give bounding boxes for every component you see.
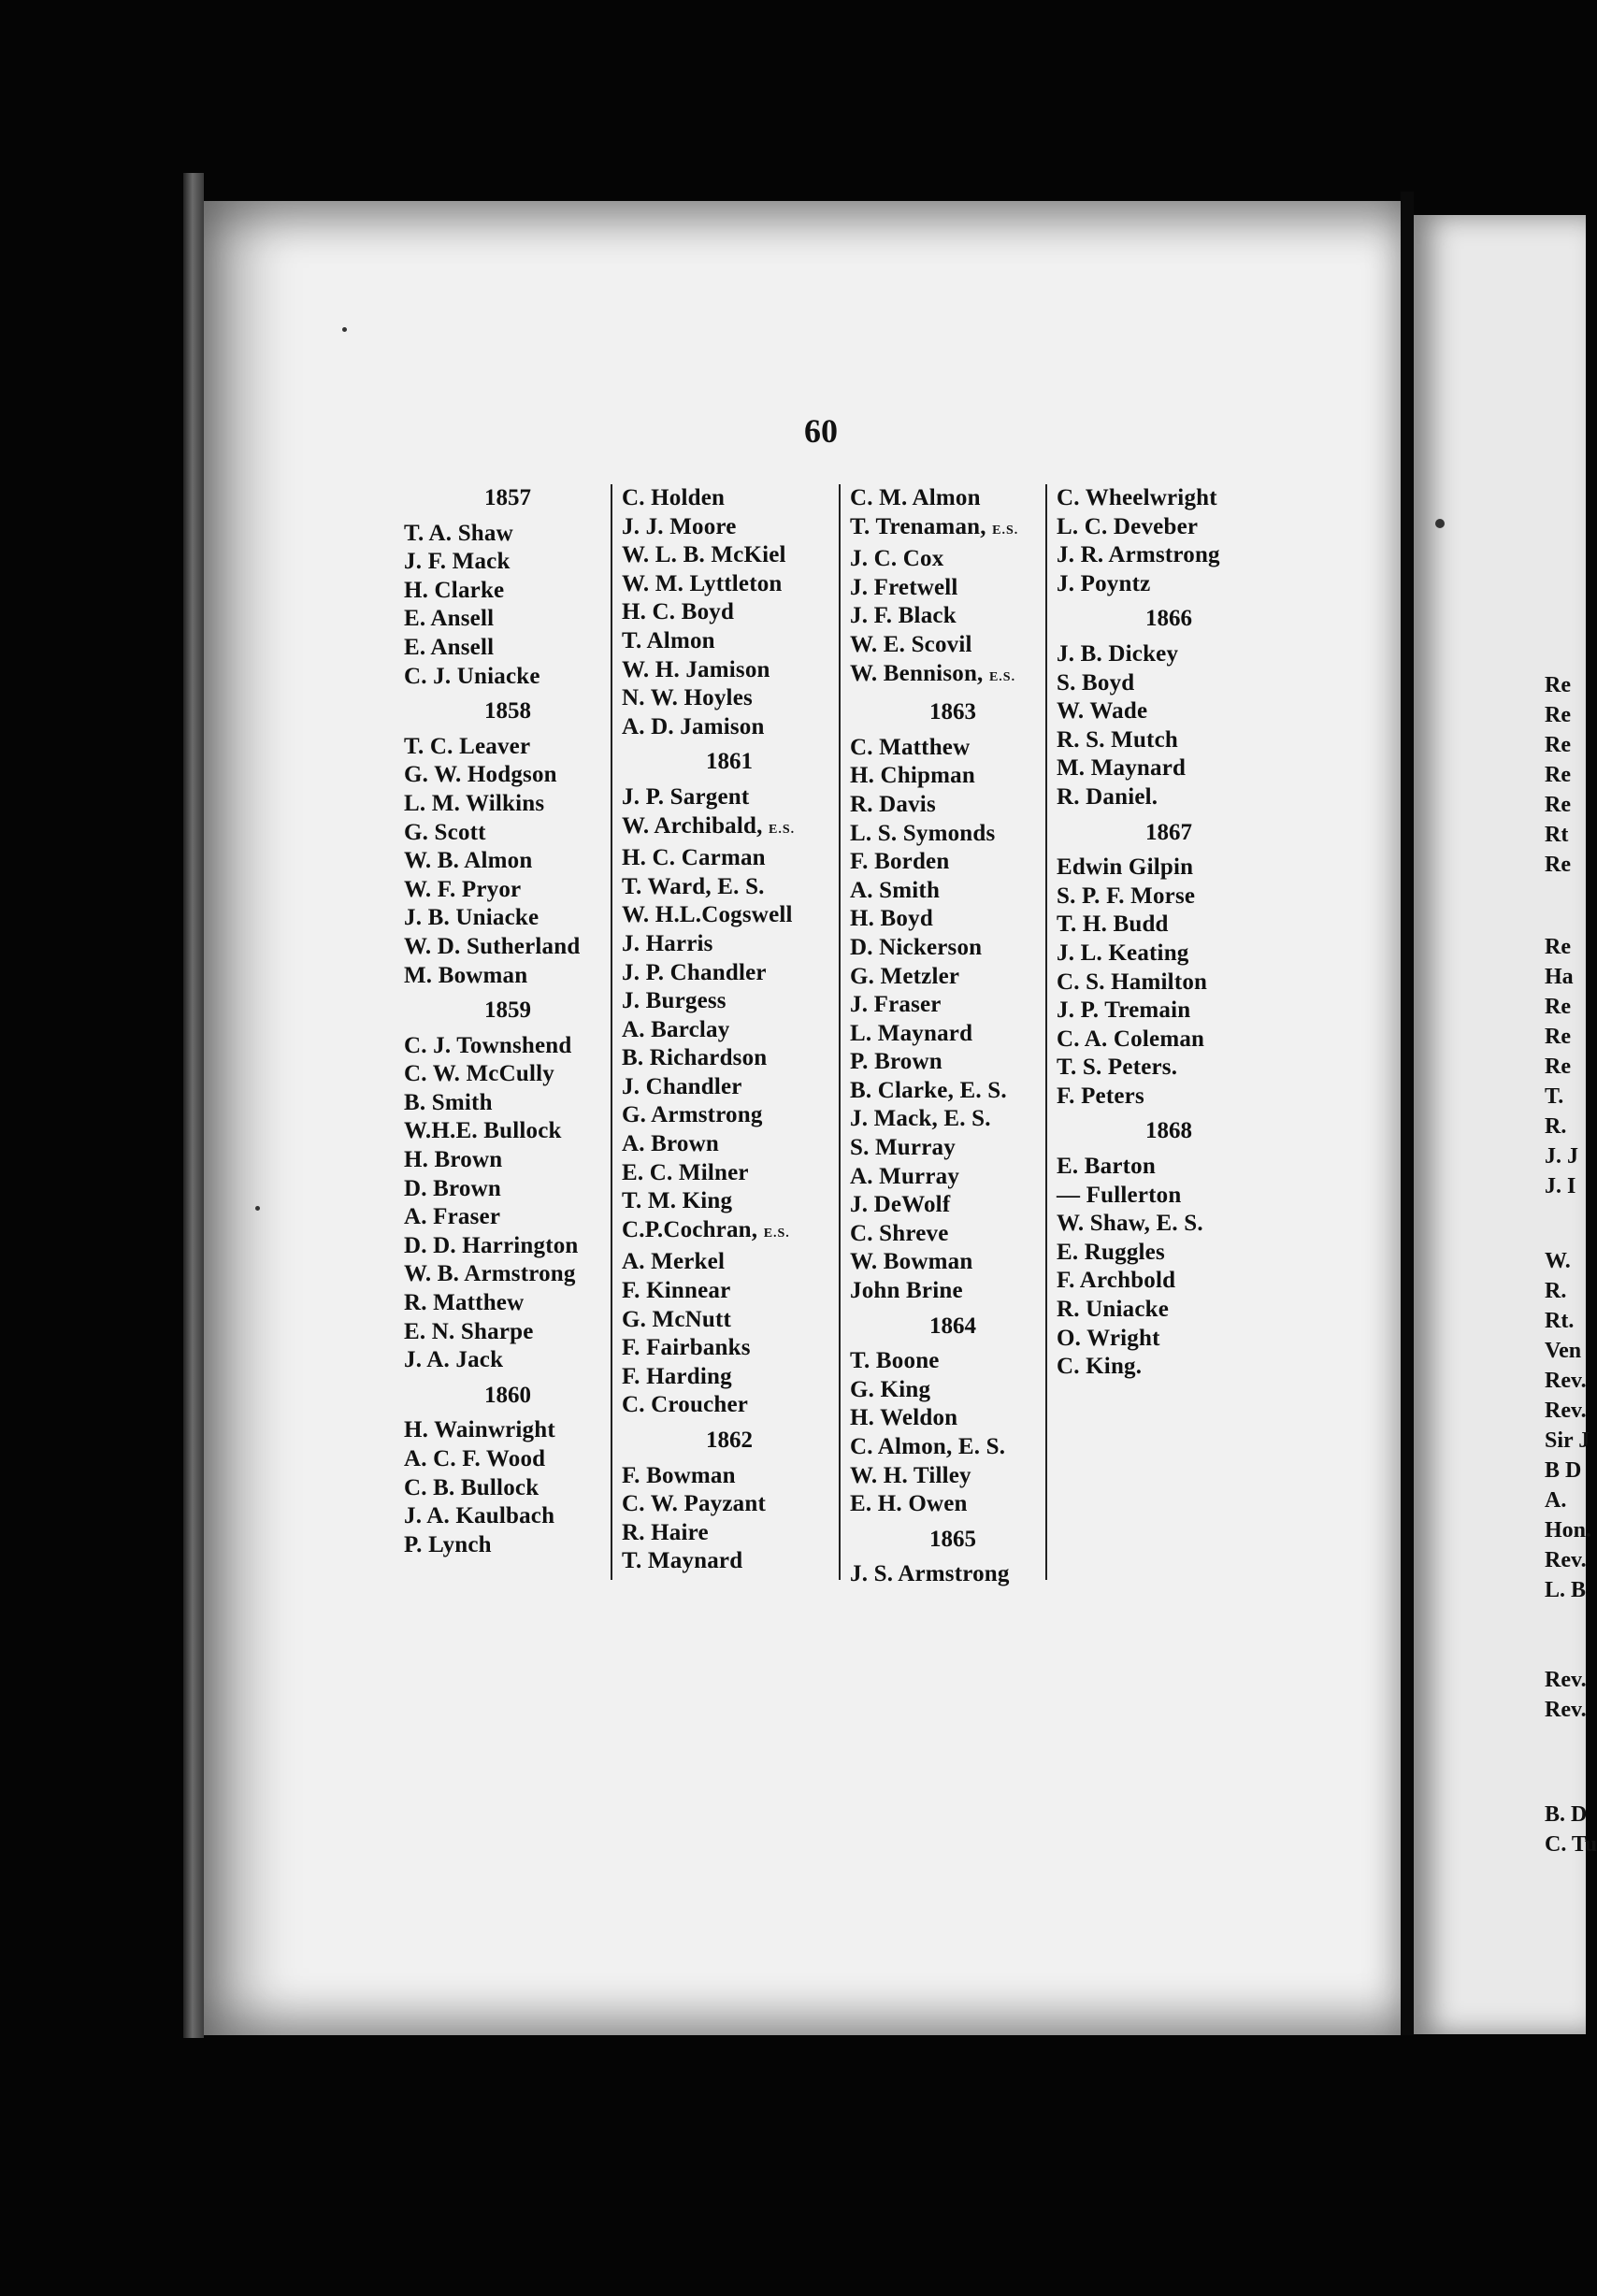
name-entry: W.H.E. Bullock bbox=[404, 1118, 562, 1144]
name-entry: J. Chandler bbox=[622, 1073, 742, 1099]
adjacent-page-fragment: B. D bbox=[1545, 1802, 1588, 1827]
name-entry: E. Barton bbox=[1057, 1154, 1156, 1180]
name-column-1 bbox=[404, 484, 611, 1559]
adjacent-page-fragment: Rev. bbox=[1545, 1548, 1587, 1572]
name-entry: J. S. Armstrong bbox=[850, 1561, 1010, 1587]
year-heading: 1859 bbox=[484, 997, 531, 1024]
name-entry: M. Maynard bbox=[1057, 755, 1187, 782]
name-entry: W. B. Almon bbox=[404, 848, 533, 874]
name-entry: S. Murray bbox=[850, 1135, 956, 1161]
name-entry: G. McNutt bbox=[622, 1306, 732, 1332]
adjacent-page-fragment: Rev. bbox=[1545, 1668, 1587, 1692]
year-heading: 1861 bbox=[706, 749, 753, 775]
year-heading: 1858 bbox=[484, 698, 531, 725]
ink-speck bbox=[342, 327, 347, 332]
name-entry: J. Mack, E. S. bbox=[850, 1106, 991, 1132]
name-entry: J. L. Keating bbox=[1057, 940, 1189, 966]
name-entry: J. A. Jack bbox=[404, 1347, 504, 1373]
name-entry: L. S. Symonds bbox=[850, 820, 996, 846]
name-entry: J. B. Dickey bbox=[1057, 640, 1179, 667]
page-gutter bbox=[1401, 192, 1414, 2035]
adjacent-page-fragment: A. bbox=[1545, 1488, 1567, 1513]
name-entry: D. Nickerson bbox=[850, 934, 983, 960]
adjacent-page-fragment: Ven bbox=[1545, 1339, 1582, 1363]
name-entry: C. Croucher bbox=[622, 1392, 749, 1418]
name-entry: J. Fraser bbox=[850, 992, 942, 1018]
name-entry: H. Clarke bbox=[404, 577, 505, 603]
name-entry: C. B. Bullock bbox=[404, 1474, 540, 1500]
name-entry: H. Weldon bbox=[850, 1405, 958, 1431]
name-entry: N. W. Hoyles bbox=[622, 685, 753, 711]
name-entry: A. Barclay bbox=[622, 1016, 730, 1042]
name-entry: S. Boyd bbox=[1057, 669, 1135, 696]
year-heading: 1864 bbox=[929, 1313, 976, 1339]
name-entry: L. M. Wilkins bbox=[404, 790, 545, 816]
year-heading: 1868 bbox=[1145, 1118, 1192, 1144]
adjacent-page-fragment: Rev. bbox=[1545, 1698, 1587, 1722]
name-entry: H. Chipman bbox=[850, 763, 975, 789]
adjacent-page-fragment: T. bbox=[1545, 1084, 1564, 1109]
name-entry: D. Brown bbox=[404, 1175, 501, 1201]
name-entry: J. DeWolf bbox=[850, 1192, 951, 1218]
name-entry: A. Merkel bbox=[622, 1249, 726, 1275]
name-entry: J. P. Sargent bbox=[622, 783, 750, 810]
name-entry: E. H. Owen bbox=[850, 1491, 968, 1517]
adjacent-page-fragment: Sir J bbox=[1545, 1428, 1590, 1453]
name-column-4 bbox=[1045, 484, 1281, 1580]
name-entry: R. Davis bbox=[850, 791, 936, 817]
name-entry: — Fullerton bbox=[1057, 1182, 1182, 1208]
name-entry: W. Shaw, E. S. bbox=[1057, 1211, 1203, 1237]
name-column-3 bbox=[839, 484, 1056, 1587]
name-entry: T. Almon bbox=[622, 627, 715, 653]
name-entry: C. Matthew bbox=[850, 734, 971, 760]
name-entry: C. King. bbox=[1057, 1354, 1143, 1380]
name-entry: C. S. Hamilton bbox=[1057, 969, 1208, 995]
name-entry: R. Matthew bbox=[404, 1290, 525, 1316]
name-entry: W. H. Jamison bbox=[622, 656, 770, 682]
year-heading: 1860 bbox=[484, 1382, 531, 1408]
name-entry: P. Lynch bbox=[404, 1531, 492, 1557]
name-entry: C. J. Townshend bbox=[404, 1032, 572, 1058]
year-heading: 1863 bbox=[929, 699, 976, 725]
adjacent-page-fragment: Re bbox=[1545, 673, 1571, 697]
ink-speck bbox=[255, 1206, 260, 1211]
name-entry: A. Fraser bbox=[404, 1204, 501, 1230]
name-entry: H. Boyd bbox=[850, 906, 933, 932]
adjacent-page-fragment: Re bbox=[1545, 793, 1571, 817]
name-entry: J. J. Moore bbox=[622, 513, 737, 539]
name-entry: J. F. Black bbox=[850, 603, 957, 629]
name-entry: C.P.Cochran, E.S. bbox=[622, 1216, 790, 1242]
name-entry: B. Richardson bbox=[622, 1045, 768, 1071]
name-entry: J. P. Chandler bbox=[622, 959, 767, 985]
name-entry: H. Wainwright bbox=[404, 1417, 555, 1443]
name-entry: F. Harding bbox=[622, 1363, 732, 1389]
name-entry: B. Smith bbox=[404, 1089, 493, 1115]
name-entry: J. F. Mack bbox=[404, 549, 511, 575]
name-entry: J. Harris bbox=[622, 930, 713, 956]
name-entry: J. Poyntz bbox=[1057, 570, 1151, 596]
name-entry: B. Clarke, E. S. bbox=[850, 1077, 1007, 1103]
name-entry: W. Bowman bbox=[850, 1249, 973, 1275]
adjacent-page-fragment: L. B bbox=[1545, 1578, 1587, 1602]
name-entry: G. Armstrong bbox=[622, 1102, 763, 1128]
name-entry: W. M. Lyttleton bbox=[622, 570, 783, 596]
year-heading: 1862 bbox=[706, 1428, 753, 1453]
adjacent-page-fragment: Re bbox=[1545, 733, 1571, 757]
name-entry: G. W. Hodgson bbox=[404, 762, 557, 788]
year-heading: 1867 bbox=[1145, 819, 1192, 845]
name-entry: S. P. F. Morse bbox=[1057, 883, 1196, 909]
name-entry: C. M. Almon bbox=[850, 485, 981, 510]
name-entry: John Brine bbox=[850, 1278, 963, 1304]
name-entry: R. Daniel. bbox=[1057, 783, 1158, 810]
name-entry: T. Trenaman, E.S. bbox=[850, 513, 1019, 539]
adjacent-page-fragment: Re bbox=[1545, 853, 1571, 877]
name-entry: R. Haire bbox=[622, 1519, 709, 1545]
name-entry: L. C. Deveber bbox=[1057, 513, 1199, 539]
name-entry: T. M. King bbox=[622, 1188, 733, 1214]
name-entry: J. R. Armstrong bbox=[1057, 542, 1220, 568]
name-entry: C. Shreve bbox=[850, 1220, 949, 1246]
name-entry: H. C. Carman bbox=[622, 845, 766, 871]
name-entry: C. Wheelwright bbox=[1057, 485, 1217, 510]
name-entry: G. King bbox=[850, 1376, 931, 1402]
name-entry: J. Fretwell bbox=[850, 574, 958, 600]
name-entry: W. D. Sutherland bbox=[404, 933, 581, 959]
name-entry: A. D. Jamison bbox=[622, 713, 765, 739]
year-heading: 1857 bbox=[484, 485, 531, 510]
adjacent-page-fragment: Re bbox=[1545, 1055, 1571, 1079]
page-number: 60 bbox=[804, 412, 838, 450]
adjacent-page-fragment: C. Tu bbox=[1545, 1832, 1597, 1857]
adjacent-page-fragment: Rt bbox=[1545, 823, 1569, 847]
name-entry: J. A. Kaulbach bbox=[404, 1503, 555, 1529]
name-entry: Edwin Gilpin bbox=[1057, 854, 1194, 881]
name-entry: E. Ansell bbox=[404, 634, 495, 660]
name-entry: T. Ward, E. S. bbox=[622, 873, 765, 899]
name-entry: L. Maynard bbox=[850, 1020, 973, 1046]
name-entry: F. Archbold bbox=[1057, 1268, 1176, 1294]
name-entry: F. Bowman bbox=[622, 1462, 736, 1488]
adjacent-page-fragment: Rev. bbox=[1545, 1369, 1587, 1393]
name-entry: A. C. F. Wood bbox=[404, 1446, 546, 1471]
year-heading: 1866 bbox=[1145, 606, 1192, 632]
adjacent-page-fragment: Rev. bbox=[1545, 1399, 1587, 1423]
name-entry: C. W. Payzant bbox=[622, 1491, 767, 1517]
name-entry: G. Metzler bbox=[850, 963, 960, 989]
name-entry: C. Almon, E. S. bbox=[850, 1434, 1006, 1459]
name-entry: C. A. Coleman bbox=[1057, 1026, 1205, 1052]
adjacent-page-fragment: B D bbox=[1545, 1458, 1582, 1483]
adjacent-page-fragment: J. I bbox=[1545, 1174, 1576, 1198]
name-entry: T. C. Leaver bbox=[404, 733, 531, 759]
name-entry: F. Borden bbox=[850, 849, 950, 875]
adjacent-page-fragment: Ha bbox=[1545, 965, 1574, 989]
name-entry: T. S. Peters. bbox=[1057, 1055, 1178, 1081]
ink-speck bbox=[1435, 519, 1445, 528]
name-entry: D. D. Harrington bbox=[404, 1232, 579, 1258]
name-entry: A. Murray bbox=[850, 1163, 960, 1189]
adjacent-page-fragment: Hon. bbox=[1545, 1518, 1592, 1543]
name-entry: E. Ansell bbox=[404, 606, 495, 632]
name-entry: H. Brown bbox=[404, 1147, 503, 1173]
name-entry: R. S. Mutch bbox=[1057, 726, 1178, 753]
name-entry: W. H.L.Cogswell bbox=[622, 902, 793, 928]
name-entry: G. Scott bbox=[404, 819, 486, 845]
name-entry: F. Kinnear bbox=[622, 1278, 731, 1304]
name-entry: P. Brown bbox=[850, 1049, 942, 1075]
name-entry: J. C. Cox bbox=[850, 546, 944, 572]
adjacent-page-fragment: Re bbox=[1545, 935, 1571, 959]
name-entry: W. Bennison, E.S. bbox=[850, 660, 1016, 686]
name-entry: W. Archibald, E.S. bbox=[622, 812, 796, 839]
adjacent-page-fragment: W. bbox=[1545, 1249, 1571, 1273]
name-entry: M. Bowman bbox=[404, 962, 528, 988]
name-entry: W. H. Tilley bbox=[850, 1462, 971, 1488]
name-entry: J. Burgess bbox=[622, 988, 727, 1014]
name-entry: T. H. Budd bbox=[1057, 911, 1169, 938]
name-entry: R. Uniacke bbox=[1057, 1297, 1170, 1323]
name-entry: T. A. Shaw bbox=[404, 520, 513, 546]
name-entry: W. Wade bbox=[1057, 698, 1148, 725]
name-entry: E. N. Sharpe bbox=[404, 1318, 534, 1344]
name-column-2 bbox=[611, 484, 837, 1580]
name-entry: W. B. Armstrong bbox=[404, 1261, 576, 1287]
book-spine bbox=[183, 173, 204, 2038]
adjacent-page-fragment: J. J bbox=[1545, 1144, 1578, 1169]
name-entry: J. B. Uniacke bbox=[404, 905, 540, 931]
name-entry: E. Ruggles bbox=[1057, 1239, 1165, 1265]
name-entry: T. Maynard bbox=[622, 1548, 743, 1574]
name-entry: T. Boone bbox=[850, 1348, 940, 1374]
name-entry: J. P. Tremain bbox=[1057, 997, 1191, 1024]
adjacent-page-fragment: R. bbox=[1545, 1279, 1567, 1303]
adjacent-page-fragment: R. bbox=[1545, 1114, 1567, 1139]
name-entry: W. L. B. McKiel bbox=[622, 542, 786, 568]
name-entry: F. Peters bbox=[1057, 1083, 1144, 1109]
name-entry: C. J. Uniacke bbox=[404, 663, 540, 689]
name-entry: A. Brown bbox=[622, 1131, 719, 1157]
adjacent-page-fragment: Rt. bbox=[1545, 1309, 1575, 1333]
name-entry: E. C. Milner bbox=[622, 1159, 749, 1185]
name-entry: H. C. Boyd bbox=[622, 599, 735, 625]
name-entry: C. Holden bbox=[622, 485, 726, 510]
name-entry: W. F. Pryor bbox=[404, 876, 522, 902]
adjacent-page-fragment: Re bbox=[1545, 703, 1571, 727]
name-entry: O. Wright bbox=[1057, 1325, 1160, 1351]
name-entry: W. E. Scovil bbox=[850, 631, 972, 657]
adjacent-page-fragment: Re bbox=[1545, 1025, 1571, 1049]
name-entry: F. Fairbanks bbox=[622, 1335, 751, 1361]
name-entry: C. W. McCully bbox=[404, 1061, 554, 1087]
adjacent-page-fragment: Re bbox=[1545, 763, 1571, 787]
name-entry: A. Smith bbox=[850, 877, 941, 903]
adjacent-page-fragment: Re bbox=[1545, 995, 1571, 1019]
year-heading: 1865 bbox=[929, 1526, 976, 1552]
